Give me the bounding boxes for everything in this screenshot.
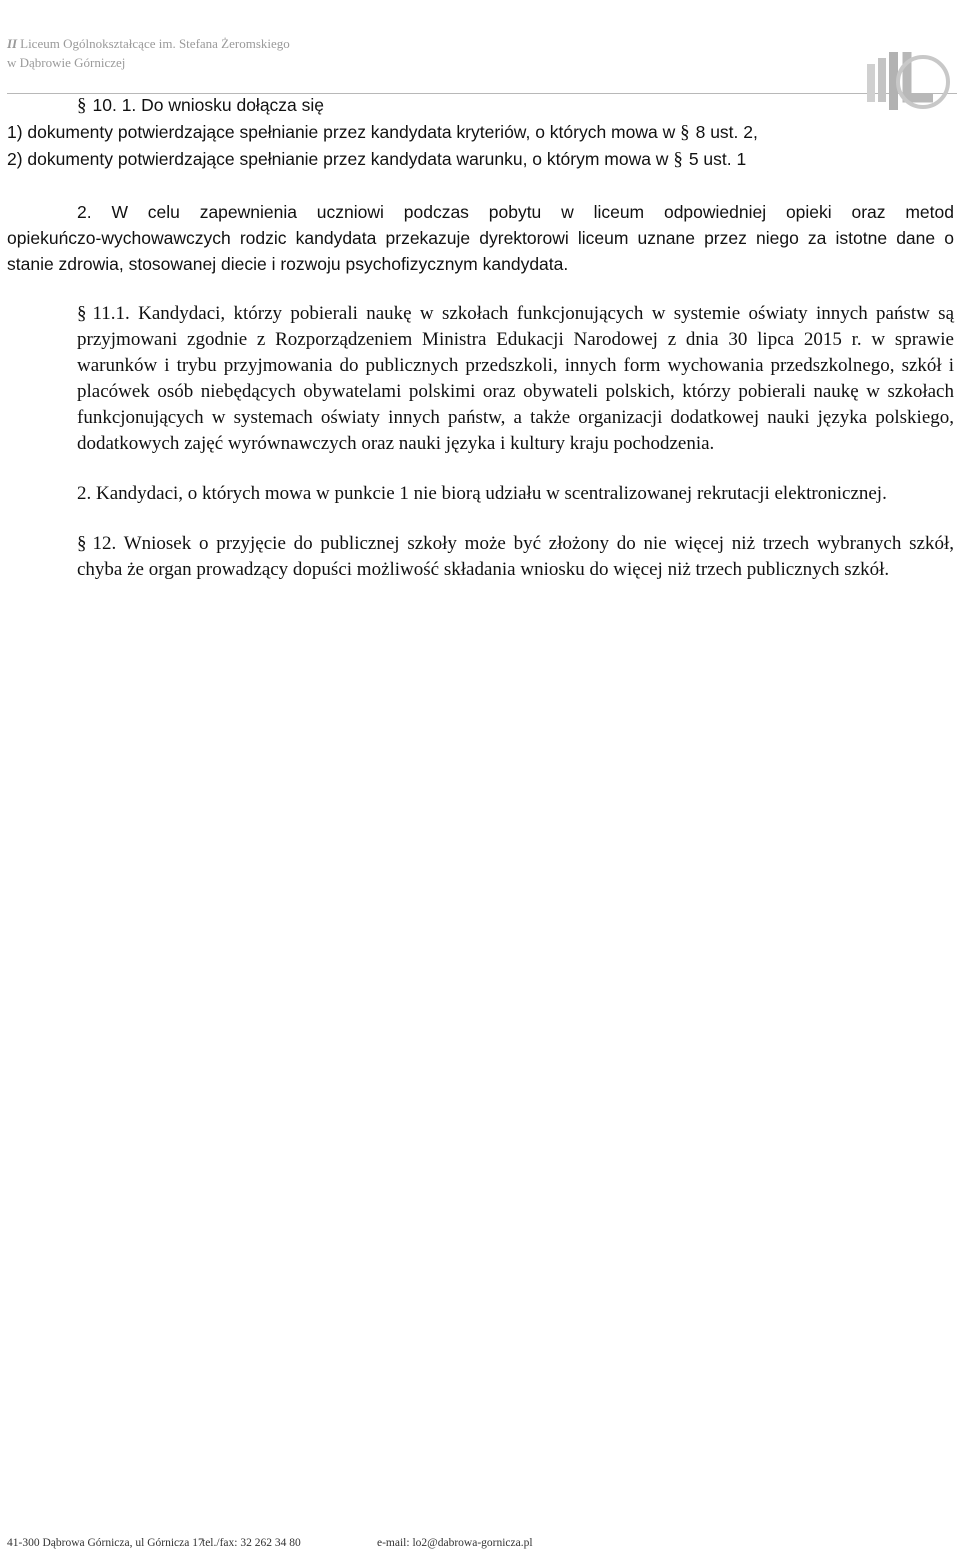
page-footer — [7, 1537, 947, 1549]
footer-email: e-mail: lo2@dabrowa-gornicza.pl — [377, 1537, 533, 1549]
school-name-text: Liceum Ogólnokształcące im. Stefana Żeromskiego — [20, 36, 290, 51]
item-2-text: 2) dokumenty potwierdzające spełnianie przez kandydata warunku, o którym mowa w — [7, 149, 674, 169]
section-10-point-2-first-line — [7, 199, 954, 225]
school-name — [7, 36, 290, 52]
section-10-point-2-rest: opiekuńczo-wychowawczych rodzic kandydata przekazuje dyrektorowi liceum uznane przez niego za istotne dane o stanie zdrowia, stosowanej diecie i rozwoju psychofizycznym kandydata. — [7, 228, 954, 274]
section-11-text: Kandydaci, którzy pobierali naukę w szkołach funkcjonujących w systemie oświaty innych państw są przyjmowani zgodnie z Rozporządzeniem Ministra Edukacji Narodowej z dnia 30 lipca 2015 r. w sprawie warunków i trybu przyjmowania do publicznych przedszkoli, innych form wychowania przedszkolnego, szkół i placówek osób niebędących obywatelami polskimi oraz obywateli polskich, którzy pobierali naukę w szkołach funkcjonujących w systemach oświaty innych państw, a także organizacji dodatkowej nauki języka polskiego, dodatkowych zajęć wyrównawczych oraz nauki języka i kultury kraju pochodzenia. — [77, 303, 954, 454]
section-11-point-2: 2. Kandydaci, o których mowa w punkcie 1 nie biorą udziału w scentralizowanej rekrutacji elektronicznej. — [77, 483, 887, 504]
section-symbol: § — [77, 95, 87, 116]
item-2-ref: 5 ust. 1 — [688, 149, 747, 169]
page-header — [7, 36, 947, 96]
section-symbol: § — [680, 122, 690, 143]
item-1-ref: 8 ust. 2, — [695, 122, 758, 142]
section-symbol: § — [77, 303, 87, 324]
section-11-paragraph — [7, 301, 954, 457]
section-10-item-1 — [7, 119, 954, 146]
section-symbol: § — [77, 533, 87, 554]
section-10-heading — [7, 92, 954, 119]
section-10-item-2 — [7, 146, 954, 173]
section-12-text: Wniosek o przyjęcie do publicznej szkoły może być złożony do nie więcej niż trzech wybranych szkół, chyba że organ prowadzący dopuści możliwość składania wniosku do więcej niż trzech publicznych szkół. — [77, 533, 954, 580]
section-10-heading-text: 10. 1. Do wniosku dołącza się — [92, 95, 325, 115]
document-body — [7, 92, 954, 583]
section-12-paragraph — [7, 531, 954, 583]
footer-phone: tel./fax: 32 262 34 80 — [202, 1537, 301, 1549]
footer-address: 41-300 Dąbrowa Górnicza, ul Górnicza 17 — [7, 1537, 204, 1549]
section-11-number: 11.1. — [92, 303, 130, 324]
point-2-first-line-text: W celu zapewnienia uczniowi podczas pobytu w liceum odpowiedniej opieki oraz metod — [111, 202, 954, 222]
section-12-number: 12. — [92, 533, 117, 554]
school-city: w Dąbrowie Górniczej — [7, 55, 126, 70]
point-2-number: 2. — [77, 202, 92, 222]
school-roman-numeral: II — [7, 36, 18, 51]
section-symbol: § — [673, 149, 683, 170]
item-1-text: 1) dokumenty potwierdzające spełnianie przez kandydata kryteriów, o których mowa w — [7, 122, 681, 142]
